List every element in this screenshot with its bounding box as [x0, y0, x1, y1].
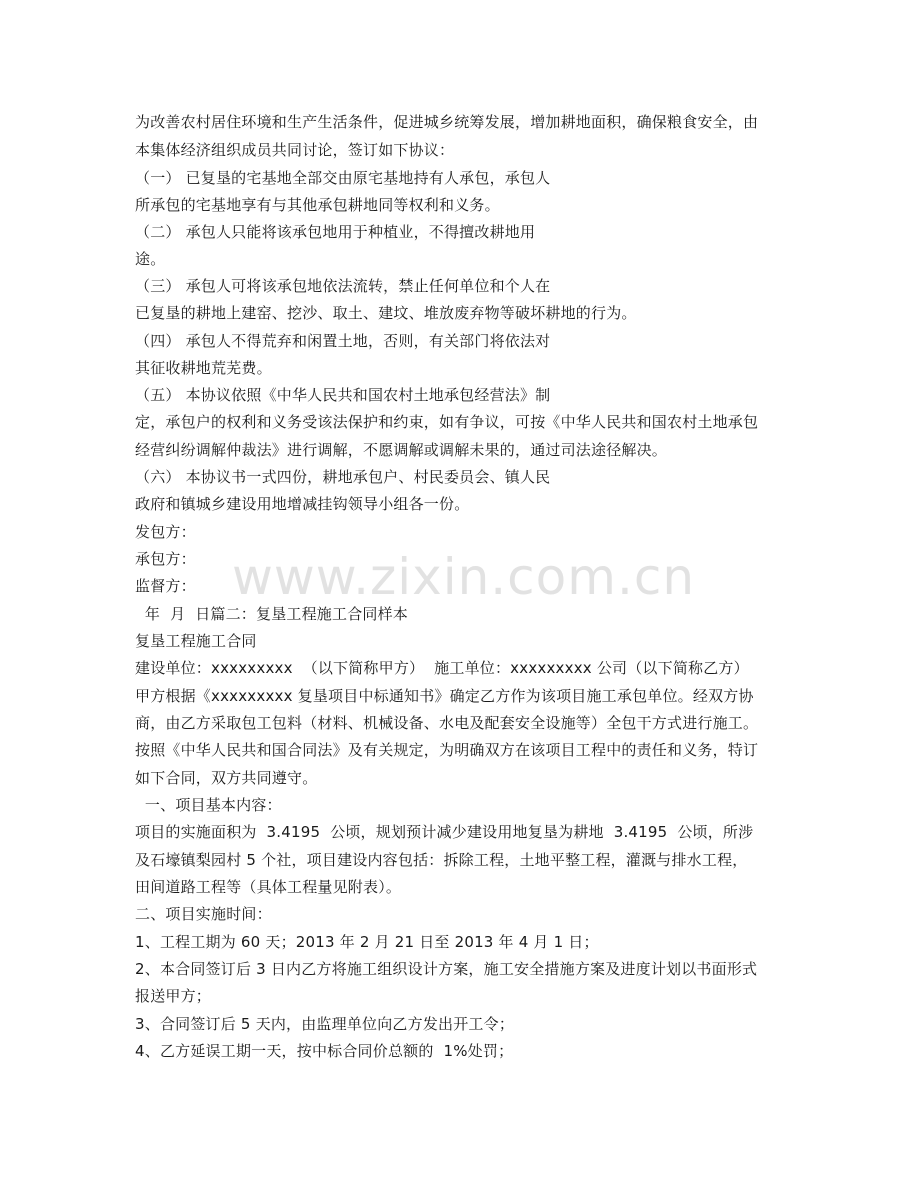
text-line: 其征收耕地荒芜费。 — [135, 359, 272, 377]
text-line: 按照《中华人民共和国合同法》及有关规定，为明确双方在该项目工程中的责任和义务，特订 — [135, 741, 759, 759]
text-line: 定，承包户的权利和义务受该法保护和约束，如有争议，可按《中华人民共和国农村土地承包 — [135, 413, 759, 431]
text-line: 商，由乙方采取包工包料（材料、机械设备、水电及配套安全设施等）全包干方式进行施工。 — [135, 714, 759, 732]
text-line: 3、合同签订后 5 天内，由监理单位向乙方发出开工令； — [135, 1015, 515, 1033]
text-line: （二） 承包人只能将该承包地用于种植业，不得擅改耕地用 — [135, 223, 536, 241]
watermark: www.zixin.com.cn — [232, 548, 696, 606]
text-line: （六） 本协议书一式四份，耕地承包户、村民委员会、镇人民 — [135, 468, 551, 486]
text-line: 甲方根据《xxxxxxxxx 复垦项目中标通知书》确定乙方作为该项目施工承包单位。经双方协 — [135, 687, 754, 705]
text-line: 2、本合同签订后 3 日内乙方将施工组织设计方案，施工安全措施方案及进度计划以书面形式 — [135, 960, 758, 978]
text-line: 田间道路工程等（具体工程量见附表）。 — [135, 878, 402, 896]
text-line: 年 月 日篇二：复垦工程施工合同样本 — [135, 605, 409, 623]
text-line: 二、项目实施时间： — [135, 905, 272, 923]
text-line: 本集体经济组织成员共同讨论，签订如下协议： — [135, 141, 455, 159]
text-line: 政府和镇城乡建设用地增减挂钩领导小组各一份。 — [135, 495, 470, 513]
text-line: 4、乙方延误工期一天，按中标合同价总额的 1%处罚； — [135, 1042, 514, 1060]
text-line: 1、工程工期为 60 天；2013 年 2 月 21 日至 2013 年 4 月 1 日； — [135, 933, 599, 951]
text-line: 发包方： — [135, 523, 196, 541]
text-line: 建设单位：xxxxxxxxx （以下简称甲方） 施工单位：xxxxxxxxx 公司（以下简称乙方） — [135, 659, 749, 677]
text-line: 承包方： — [135, 550, 196, 568]
text-line: （五） 本协议依照《中华人民共和国农村土地承包经营法》制 — [135, 386, 551, 404]
text-line: 经营纠纷调解仲裁法》进行调解，不愿调解或调解未果的，通过司法途径解决。 — [135, 441, 668, 459]
text-line: 一、项目基本内容： — [135, 796, 282, 814]
text-line: 监督方： — [135, 577, 196, 595]
text-line: 复垦工程施工合同 — [135, 632, 257, 650]
text-line: （三） 承包人可将该承包地依法流转，禁止任何单位和个人在 — [135, 277, 551, 295]
text-line: 项目的实施面积为 3.4195 公顷，规划预计减少建设用地复垦为耕地 3.4195 公顷，所涉 — [135, 823, 754, 841]
text-line: （一） 已复垦的宅基地全部交由原宅基地持有人承包，承包人 — [135, 169, 551, 187]
text-line: 报送甲方； — [135, 987, 212, 1005]
text-line: 已复垦的耕地上建窑、挖沙、取土、建坟、堆放废弃物等破坏耕地的行为。 — [135, 304, 637, 322]
text-line: 及石壕镇梨园村 5 个社，项目建设内容包括：拆除工程，土地平整工程，灌溉与排水工程， — [135, 851, 748, 869]
text-line: 途。 — [135, 250, 166, 268]
text-line: 所承包的宅基地享有与其他承包耕地同等权利和义务。 — [135, 196, 500, 214]
text-line: 如下合同，双方共同遵守。 — [135, 769, 318, 787]
text-line: （四） 承包人不得荒弃和闲置土地，否则，有关部门将依法对 — [135, 332, 551, 350]
text-line: 为改善农村居住环境和生产生活条件，促进城乡统筹发展，增加耕地面积，确保粮食安全，由 — [135, 113, 759, 131]
